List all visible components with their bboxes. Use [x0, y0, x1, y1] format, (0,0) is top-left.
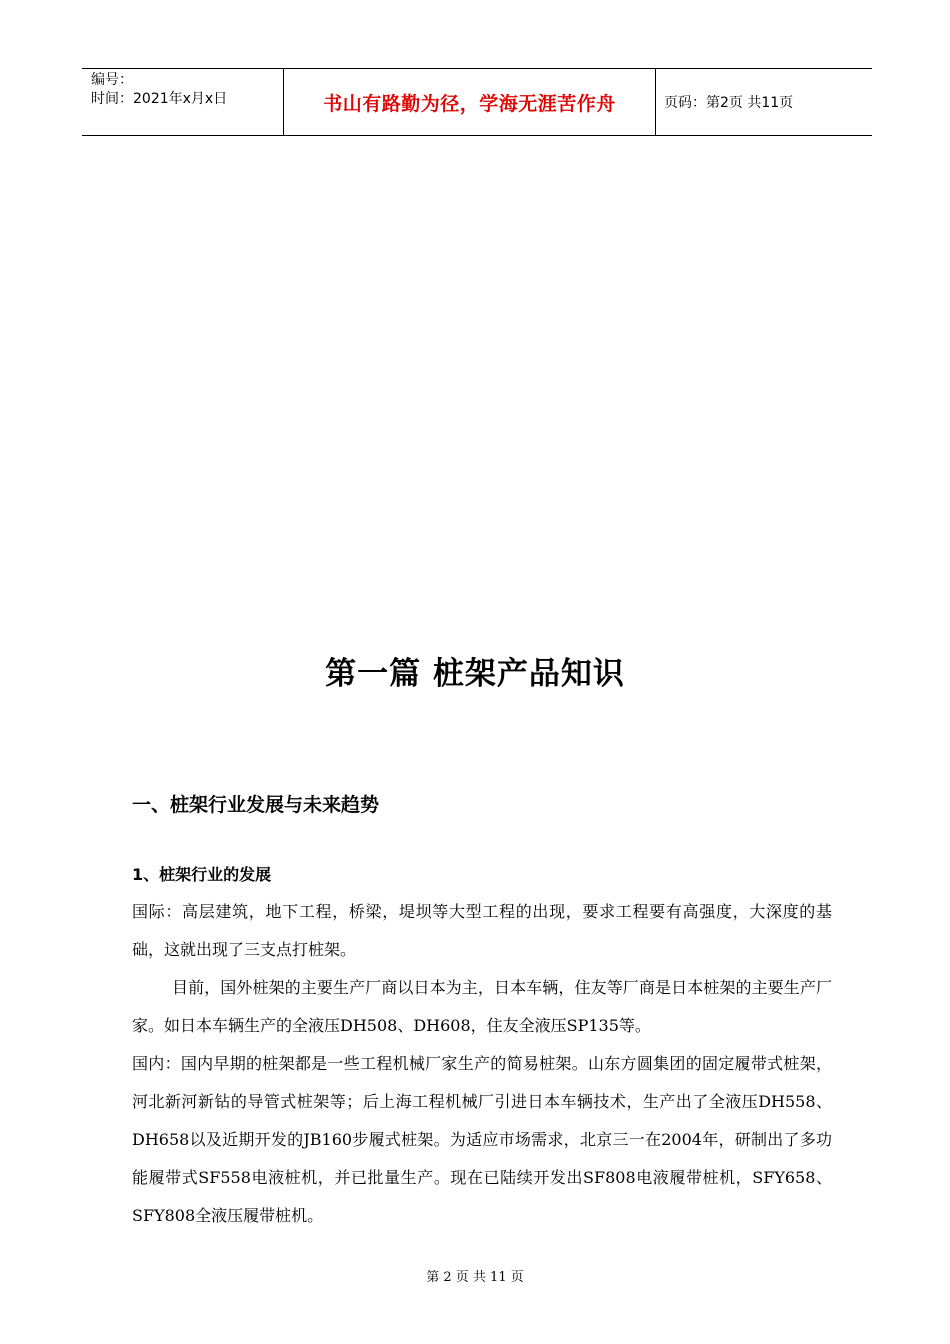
header-time-label: 时间：2021年x月x日	[91, 91, 228, 107]
section-heading: 一、桩架行业发展与未来趋势	[132, 794, 380, 816]
header-motto: 书山有路勤为径，学海无涯苦作舟	[283, 69, 656, 135]
header-meta-cell	[82, 69, 283, 135]
paragraph-domestic: 国内：国内早期的桩架都是一些工程机械厂家生产的简易桩架。山东方圆集团的固定履带式桩架，河北新河新钻的导管式桩架等；后上海工程机械厂引进日本车辆技术，生产出了全液压DH558、DH658以及近期开发的JB160步履式桩架。为适应市场需求，北京三一在2004年，研制出了多功能履带式SF558电液桩机，并已批量生产。现在已陆续开发出SF808电液履带桩机，SFY658、SFY808全液压履带桩机。	[132, 1054, 832, 1225]
document-header	[82, 68, 872, 136]
header-number-label: 编号：	[91, 72, 133, 88]
paragraph-foreign-manufacturers: 目前，国外桩架的主要生产厂商以日本为主，日本车辆，住友等厂商是日本桩架的主要生产厂家。如日本车辆生产的全液压DH508、DH608，住友全液压SP135等。	[132, 978, 832, 1035]
chapter-title: 第一篇 桩架产品知识	[325, 656, 625, 692]
page-footer: 第 2 页 共 11 页	[426, 1270, 524, 1285]
body-text	[132, 893, 832, 1235]
sub-heading: 1、桩架行业的发展	[132, 865, 272, 884]
paragraph-international: 国际：高层建筑，地下工程，桥梁，堤坝等大型工程的出现，要求工程要有高强度，大深度的基础，这就出现了三支点打桩架。	[132, 902, 832, 959]
header-page-info: 页码：第2页 共11页	[664, 95, 794, 111]
